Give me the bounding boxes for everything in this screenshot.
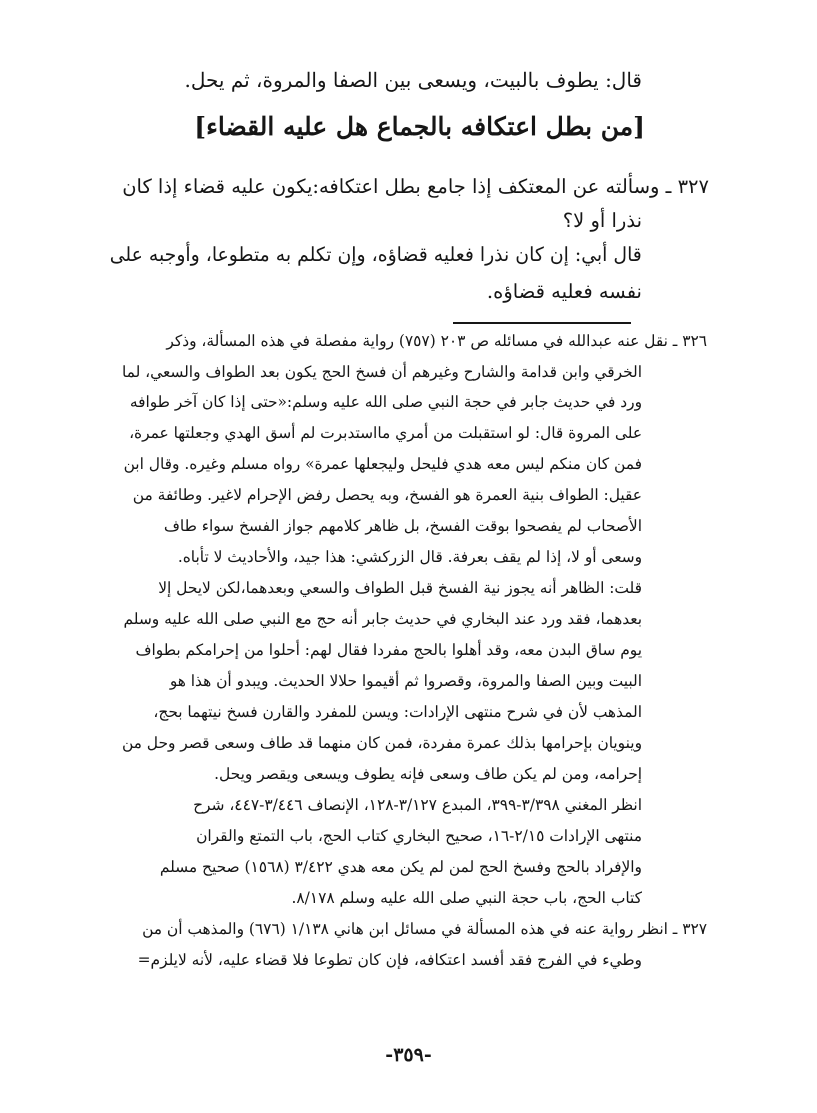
footnote-line: إحرامه، ومن لم يكن طاف وسعى فإنه يطوف ويسعى ويقصر ويحل. bbox=[214, 765, 642, 783]
footnote-line: انظر المغني ٣/٣٩٨-٣٩٩، المبدع ٣/١٢٧-١٢٨، الإنصاف ٣/٤٤٦-٤٤٧، شرح bbox=[193, 796, 642, 814]
question-line: نذرا أو لا؟ bbox=[562, 209, 642, 232]
footnote-line: ٣٢٧ ـ انظر رواية عنه في هذه المسألة في مسائل ابن هاني ١/١٣٨ (٦٧٦) والمذهب أن من bbox=[142, 920, 707, 938]
footnote-line: فمن كان منكم ليس معه هدي فليحل وليجعلها عمرة» رواه مسلم وغيره. وقال ابن bbox=[123, 455, 642, 473]
footnote-line: منتهى الإرادات ٢/١٥-١٦، صحيح البخاري كتاب الحج، باب التمتع والقران bbox=[196, 827, 642, 845]
footnote-line: ٣٢٦ ـ نقل عنه عبدالله في مسائله ص ٢٠٣ (٧٥٧) رواية مفصلة في هذه المسألة، وذكر bbox=[166, 332, 707, 350]
footnote-line: يوم ساق البدن معه، وقد أهلوا بالحج مفردا فقال لهم: أحلوا من إحرامكم بطواف bbox=[135, 641, 642, 659]
footnote-line: بعدهما، فقد ورد عند البخاري في حديث جابر أنه حج مع النبي صلى الله عليه وسلم bbox=[123, 610, 642, 628]
footnote-line: الأصحاب لم يفصحوا بوقت الفسخ، بل ظاهر كلامهم جواز الفسخ سواء طاف bbox=[163, 517, 642, 535]
footnote-line: وطيء في الفرج فقد أفسد اعتكافه، فإن كان تطوعا فلا قضاء عليه، لأنه لايلزم= bbox=[137, 951, 642, 969]
footnote-line: وينويان بإحرامها بذلك عمرة مفردة، فمن كان منهما قد طاف وسعى قصر وحل من bbox=[121, 734, 642, 752]
footnote-line: عقيل: الطواف بنية العمرة هو الفسخ، وبه يحصل رفض الإحرام لاغير. وطائفة من bbox=[132, 486, 642, 504]
footnote-line: الخرقي وابن قدامة والشارح وغيرهم أن فسخ الحج يكون بعد الطواف والسعي، لما bbox=[121, 363, 642, 381]
footnote-line: البيت وبين الصفا والمروة، وقصروا ثم أقيموا حلالا الحديث. ويبدو أن هذا هو bbox=[169, 672, 642, 690]
top-line: قال: يطوف بالبيت، ويسعى بين الصفا والمروة، ثم يحل. bbox=[184, 68, 642, 92]
footnote-divider bbox=[453, 322, 631, 324]
answer-line: نفسه فعليه قضاؤه. bbox=[486, 280, 642, 303]
footnote-line: ورد في حديث جابر في حجة النبي صلى الله عليه وسلم:«حتى إذا كان آخر طوافه bbox=[129, 393, 642, 411]
page-number: -٣٥٩- bbox=[385, 1044, 432, 1066]
footnote-line: والإفراد بالحج وفسخ الحج لمن لم يكن معه هدي ٣/٤٢٢ (١٥٦٨) صحيح مسلم bbox=[159, 858, 642, 876]
footnote-line: كتاب الحج، باب حجة النبي صلى الله عليه وسلم ٨/١٧٨. bbox=[291, 889, 642, 907]
footnote-line: وسعى أو لا، إذا لم يقف بعرفة. قال الزركشي: هذا جيد، والأحاديث لا تأباه. bbox=[177, 548, 642, 566]
section-title: [من بطل اعتكافه بالجماع هل عليه القضاء] bbox=[194, 112, 645, 141]
footnote-line: المذهب لأن في شرح منتهى الإرادات: ويسن للمفرد والقارن فسخ نيتهما بحج، bbox=[153, 703, 642, 721]
footnote-line: قلت: الظاهر أنه يجوز نية الفسخ قبل الطواف والسعي وبعدهما،لكن لايحل إلا bbox=[158, 579, 642, 597]
question-line: ٣٢٧ ـ وسألته عن المعتكف إذا جامع بطل اعتكافه:يكون عليه قضاء إذا كان bbox=[122, 175, 709, 198]
answer-line: قال أبي: إن كان نذرا فعليه قضاؤه، وإن تكلم به متطوعا، وأوجبه على bbox=[109, 243, 642, 266]
footnote-line: على المروة قال: لو استقبلت من أمري مااستدبرت لم أسق الهدي وجعلتها عمرة، bbox=[129, 424, 642, 442]
